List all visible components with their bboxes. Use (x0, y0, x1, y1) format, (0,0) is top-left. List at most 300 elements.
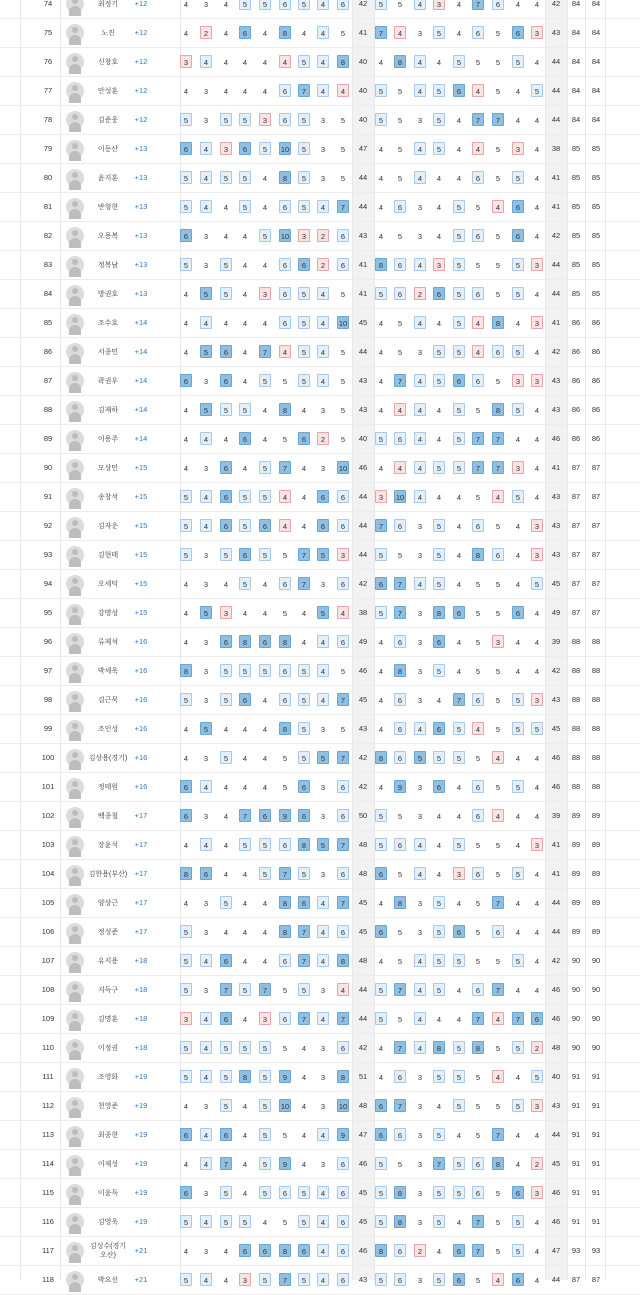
hole-score: 8 (492, 403, 504, 416)
hole-score: 5 (239, 200, 251, 213)
avatar-icon (66, 256, 84, 274)
hole-score: 7 (298, 548, 310, 561)
hole-score: 7 (512, 1012, 524, 1025)
hole-score: 5 (453, 838, 465, 851)
hole-score: 4 (317, 1128, 329, 1141)
table-row[interactable] (0, 1179, 640, 1208)
hole-score: 6 (279, 287, 291, 300)
hole-score: 7 (279, 867, 291, 880)
total-score-final: 88 (591, 695, 601, 704)
hole-score: 4 (515, 754, 521, 763)
hole-score: 4 (317, 1244, 329, 1257)
in-total: 46 (551, 753, 561, 762)
in-total: 41 (551, 318, 561, 327)
hole-score: 4 (301, 406, 307, 415)
hole-score: 3 (203, 1102, 209, 1111)
hole-score: 7 (492, 896, 504, 909)
hole-score: 4 (394, 26, 406, 39)
in-total: 46 (551, 1217, 561, 1226)
hole-score: 5 (453, 432, 465, 445)
in-total: 42 (551, 0, 561, 8)
hole-score: 4 (414, 1012, 426, 1025)
table-row[interactable] (0, 280, 640, 309)
table-row[interactable] (0, 251, 640, 280)
hole-score: 4 (223, 29, 229, 38)
hole-score: 7 (259, 983, 271, 996)
hole-score: 3 (453, 867, 465, 880)
avatar-icon (66, 343, 84, 361)
hole-score: 5 (453, 229, 465, 242)
out-total: 44 (358, 985, 368, 994)
table-row[interactable] (0, 918, 640, 947)
in-total: 44 (551, 289, 561, 298)
table-row[interactable] (0, 19, 640, 48)
player-name: 송창석 (97, 493, 119, 501)
hole-score: 3 (417, 812, 423, 821)
hole-score: 4 (534, 232, 540, 241)
hole-score: 5 (298, 374, 310, 387)
hole-score: 6 (239, 26, 251, 39)
hole-score: 5 (259, 1186, 271, 1199)
table-row[interactable] (0, 1005, 640, 1034)
hole-score: 4 (534, 406, 540, 415)
hole-score: 4 (456, 986, 462, 995)
table-row[interactable] (0, 541, 640, 570)
hole-score: 5 (375, 548, 387, 561)
table-row[interactable] (0, 1121, 640, 1150)
total-score: 84 (571, 0, 581, 8)
rank-cell: 89 (43, 434, 53, 443)
hole-score: 4 (515, 812, 521, 821)
hole-score: 5 (259, 142, 271, 155)
in-total: 43 (551, 1101, 561, 1110)
hole-score: 4 (378, 58, 384, 67)
hole-score: 4 (414, 316, 426, 329)
table-row[interactable] (0, 367, 640, 396)
hole-score: 6 (394, 258, 406, 271)
table-row[interactable] (0, 193, 640, 222)
hole-score: 5 (259, 838, 271, 851)
hole-score: 6 (220, 461, 232, 474)
avatar-icon (66, 401, 84, 419)
hole-score: 4 (378, 1044, 384, 1053)
hole-score: 8 (279, 403, 291, 416)
hole-score: 8 (279, 925, 291, 938)
hole-score: 5 (282, 377, 288, 386)
in-total: 47 (551, 1246, 561, 1255)
in-total: 44 (551, 57, 561, 66)
hole-score: 4 (301, 522, 307, 531)
hole-score: 3 (531, 1099, 543, 1112)
hole-score: 4 (317, 1186, 329, 1199)
hole-score: 4 (317, 200, 329, 213)
hole-score: 6 (259, 635, 271, 648)
hole-score: 4 (534, 116, 540, 125)
hole-score: 5 (512, 403, 524, 416)
hole-score: 4 (200, 1012, 212, 1025)
table-row[interactable] (0, 164, 640, 193)
to-par-cell: +19 (134, 1159, 148, 1168)
hole-score: 3 (239, 1273, 251, 1286)
hole-score: 7 (472, 432, 484, 445)
hole-score: 5 (298, 171, 310, 184)
in-total: 40 (551, 1072, 561, 1081)
avatar-icon (66, 140, 84, 158)
hole-score: 5 (239, 519, 251, 532)
hole-score: 5 (453, 403, 465, 416)
hole-score: 3 (512, 374, 524, 387)
avatar-icon (66, 459, 84, 477)
hole-score: 4 (515, 1073, 521, 1082)
hole-score: 4 (317, 1012, 329, 1025)
hole-score: 4 (183, 754, 189, 763)
out-total: 40 (358, 57, 368, 66)
table-row[interactable] (0, 309, 640, 338)
hole-score: 5 (531, 1070, 543, 1083)
hole-score: 4 (317, 693, 329, 706)
hole-score: 4 (456, 812, 462, 821)
hole-score: 5 (397, 232, 403, 241)
out-total: 49 (358, 637, 368, 646)
hole-score: 3 (531, 548, 543, 561)
hole-score: 5 (239, 113, 251, 126)
table-row[interactable] (0, 1092, 640, 1121)
hole-score: 3 (531, 258, 543, 271)
hole-score: 6 (375, 577, 387, 590)
table-row[interactable] (0, 686, 640, 715)
hole-score: 4 (262, 609, 268, 618)
table-row[interactable] (0, 744, 640, 773)
total-score-final: 90 (591, 1043, 601, 1052)
rank-cell: 88 (43, 405, 53, 414)
to-par-cell: +16 (134, 782, 148, 791)
hole-score: 7 (394, 1099, 406, 1112)
hole-score: 4 (414, 171, 426, 184)
hole-score: 4 (436, 696, 442, 705)
hole-score: 7 (453, 693, 465, 706)
hole-score: 4 (317, 954, 329, 967)
hole-score: 5 (495, 522, 501, 531)
in-total: 44 (551, 898, 561, 907)
hole-score: 4 (436, 232, 442, 241)
hole-score: 7 (472, 0, 484, 10)
hole-score: 4 (317, 374, 329, 387)
hole-score: 4 (223, 1276, 229, 1285)
hole-score: 4 (223, 870, 229, 879)
player-name: 김영욱 (97, 1218, 119, 1226)
hole-score: 4 (534, 290, 540, 299)
table-row[interactable] (0, 628, 640, 657)
hole-score: 4 (456, 174, 462, 183)
hole-score: 4 (262, 725, 268, 734)
hole-score: 6 (220, 490, 232, 503)
table-row[interactable] (0, 396, 640, 425)
hole-score: 5 (259, 1041, 271, 1054)
hole-score: 5 (453, 316, 465, 329)
hole-score: 5 (475, 841, 481, 850)
hole-score: 4 (534, 667, 540, 676)
hole-score: 4 (262, 928, 268, 937)
hole-score: 3 (203, 232, 209, 241)
total-score-final: 85 (591, 202, 601, 211)
hole-score: 5 (495, 1218, 501, 1227)
player-name: 오용복 (97, 232, 119, 240)
hole-score: 5 (298, 867, 310, 880)
rank-cell: 96 (43, 637, 53, 646)
hole-score: 5 (475, 493, 481, 502)
hole-score: 6 (375, 925, 387, 938)
table-row[interactable] (0, 222, 640, 251)
table-row[interactable] (0, 48, 640, 77)
hole-score: 5 (282, 551, 288, 560)
to-par-cell: +12 (134, 115, 148, 124)
hole-score: 4 (200, 490, 212, 503)
rank-cell: 104 (41, 869, 55, 878)
table-row[interactable] (0, 860, 640, 889)
hole-score: 5 (180, 200, 192, 213)
total-score-final: 85 (591, 173, 601, 182)
hole-score: 5 (433, 1215, 445, 1228)
table-row[interactable] (0, 0, 640, 19)
hole-score: 4 (378, 406, 384, 415)
hole-score: 5 (453, 1099, 465, 1112)
hole-score: 5 (180, 113, 192, 126)
hole-score: 2 (414, 287, 426, 300)
in-total: 43 (551, 376, 561, 385)
table-row[interactable] (0, 512, 640, 541)
in-total: 44 (551, 927, 561, 936)
table-row[interactable] (0, 77, 640, 106)
hole-score: 5 (397, 174, 403, 183)
hole-score: 4 (414, 867, 426, 880)
hole-score: 4 (472, 345, 484, 358)
hole-score: 4 (183, 87, 189, 96)
hole-score: 4 (262, 174, 268, 183)
hole-score: 5 (298, 664, 310, 677)
hole-score: 6 (279, 0, 291, 10)
hole-score: 4 (223, 1247, 229, 1256)
hole-score: 5 (340, 29, 346, 38)
hole-score: 6 (337, 519, 349, 532)
hole-score: 6 (220, 345, 232, 358)
hole-score: 3 (417, 1276, 423, 1285)
hole-score: 4 (436, 203, 442, 212)
hole-score: 5 (433, 577, 445, 590)
hole-score: 5 (298, 200, 310, 213)
player-name: 김현태 (97, 551, 119, 559)
player-name: 이정권 (97, 1044, 119, 1052)
hole-score: 5 (453, 1041, 465, 1054)
total-score: 87 (571, 521, 581, 530)
hole-score: 5 (453, 287, 465, 300)
hole-score: 4 (414, 0, 426, 10)
hole-score: 4 (414, 432, 426, 445)
hole-score: 4 (378, 145, 384, 154)
hole-score: 4 (183, 290, 189, 299)
hole-score: 4 (534, 0, 540, 9)
hole-score: 5 (433, 954, 445, 967)
hole-score: 3 (417, 638, 423, 647)
hole-score: 5 (495, 609, 501, 618)
table-row[interactable] (0, 338, 640, 367)
hole-score: 5 (433, 925, 445, 938)
hole-score: 5 (397, 87, 403, 96)
hole-score: 4 (515, 319, 521, 328)
hole-score: 5 (298, 113, 310, 126)
table-row[interactable] (0, 483, 640, 512)
hole-score: 4 (301, 609, 307, 618)
hole-score: 4 (223, 783, 229, 792)
table-row[interactable] (0, 1150, 640, 1179)
to-par-cell: +14 (134, 318, 148, 327)
rank-cell: 74 (43, 0, 53, 8)
avatar-icon (66, 1010, 84, 1028)
total-score: 85 (571, 260, 581, 269)
hole-score: 6 (239, 693, 251, 706)
in-total: 43 (551, 405, 561, 414)
hole-score: 5 (239, 1215, 251, 1228)
table-row[interactable] (0, 976, 640, 1005)
hole-score: 3 (180, 55, 192, 68)
hole-score: 5 (259, 548, 271, 561)
hole-score: 5 (453, 751, 465, 764)
hole-score: 5 (340, 145, 346, 154)
player-name: 윤지훈 (97, 174, 119, 182)
hole-score: 3 (417, 348, 423, 357)
hole-score: 5 (495, 87, 501, 96)
hole-score: 3 (417, 232, 423, 241)
hole-score: 4 (492, 1012, 504, 1025)
in-total: 46 (551, 1188, 561, 1197)
table-row[interactable] (0, 425, 640, 454)
hole-score: 8 (433, 1041, 445, 1054)
hole-score: 4 (317, 896, 329, 909)
avatar-icon (66, 749, 84, 767)
hole-score: 5 (375, 84, 387, 97)
hole-score: 6 (337, 0, 349, 10)
hole-score: 5 (298, 142, 310, 155)
table-row[interactable] (0, 454, 640, 483)
rank-cell: 82 (43, 231, 53, 240)
hole-score: 4 (534, 870, 540, 879)
to-par-cell: +19 (134, 1101, 148, 1110)
avatar-icon (66, 981, 84, 999)
total-score-final: 89 (591, 811, 601, 820)
hole-score: 4 (242, 377, 248, 386)
hole-score: 6 (180, 374, 192, 387)
hole-score: 5 (220, 403, 232, 416)
to-par-cell: +14 (134, 405, 148, 414)
rank-cell: 102 (41, 811, 55, 820)
to-par-cell: +15 (134, 579, 148, 588)
table-row[interactable] (0, 1063, 640, 1092)
rank-cell: 79 (43, 144, 53, 153)
hole-score: 5 (180, 1041, 192, 1054)
table-row[interactable] (0, 106, 640, 135)
hole-score: 3 (320, 406, 326, 415)
table-row[interactable] (0, 831, 640, 860)
hole-score: 5 (340, 174, 346, 183)
hole-score: 7 (279, 461, 291, 474)
in-total: 45 (551, 579, 561, 588)
hole-score: 6 (472, 1186, 484, 1199)
hole-score: 5 (340, 725, 346, 734)
table-row[interactable] (0, 773, 640, 802)
table-row[interactable] (0, 1237, 640, 1266)
table-row[interactable] (0, 889, 640, 918)
hole-score: 3 (203, 87, 209, 96)
total-score-final: 91 (591, 1101, 601, 1110)
avatar-icon (66, 0, 84, 13)
table-row[interactable] (0, 947, 640, 976)
hole-score: 4 (515, 522, 521, 531)
hole-score: 10 (279, 142, 291, 155)
avatar-icon (66, 1068, 84, 1086)
hole-score: 5 (220, 751, 232, 764)
table-row[interactable] (0, 657, 640, 686)
table-row[interactable] (0, 715, 640, 744)
hole-score: 5 (475, 667, 481, 676)
hole-score: 4 (515, 841, 521, 850)
hole-score: 4 (242, 609, 248, 618)
hole-score: 3 (531, 838, 543, 851)
table-row[interactable] (0, 1208, 640, 1237)
hole-score: 3 (203, 1189, 209, 1198)
table-row[interactable] (0, 1034, 640, 1063)
hole-score: 4 (301, 638, 307, 647)
in-total: 43 (551, 550, 561, 559)
to-par-cell: +17 (134, 927, 148, 936)
hole-score: 4 (378, 203, 384, 212)
table-row[interactable] (0, 135, 640, 164)
hole-score: 5 (475, 754, 481, 763)
table-row[interactable] (0, 1266, 640, 1295)
rank-cell: 101 (41, 782, 55, 791)
hole-score: 6 (239, 142, 251, 155)
hole-score: 6 (512, 229, 524, 242)
table-row[interactable] (0, 599, 640, 628)
hole-score: 5 (200, 403, 212, 416)
to-par-cell: +15 (134, 492, 148, 501)
table-row[interactable] (0, 570, 640, 599)
out-total: 41 (358, 28, 368, 37)
hole-score: 6 (375, 867, 387, 880)
table-row[interactable] (0, 802, 640, 831)
hole-score: 4 (456, 1131, 462, 1140)
hole-score: 4 (534, 638, 540, 647)
hole-score: 7 (220, 1157, 232, 1170)
hole-score: 4 (414, 490, 426, 503)
hole-score: 6 (394, 751, 406, 764)
hole-score: 4 (183, 841, 189, 850)
hole-score: 4 (414, 1041, 426, 1054)
hole-score: 5 (495, 1102, 501, 1111)
avatar-icon (66, 952, 84, 970)
hole-score: 4 (456, 1015, 462, 1024)
player-name: 안성훈 (97, 87, 119, 95)
hole-score: 3 (203, 261, 209, 270)
hole-score: 2 (531, 1041, 543, 1054)
out-total: 46 (358, 666, 368, 675)
avatar-icon (66, 1213, 84, 1231)
hole-score: 4 (534, 493, 540, 502)
hole-score: 5 (397, 145, 403, 154)
hole-score: 5 (433, 1186, 445, 1199)
hole-score: 5 (298, 722, 310, 735)
hole-score: 4 (317, 925, 329, 938)
hole-score: 6 (472, 229, 484, 242)
hole-score: 4 (242, 870, 248, 879)
